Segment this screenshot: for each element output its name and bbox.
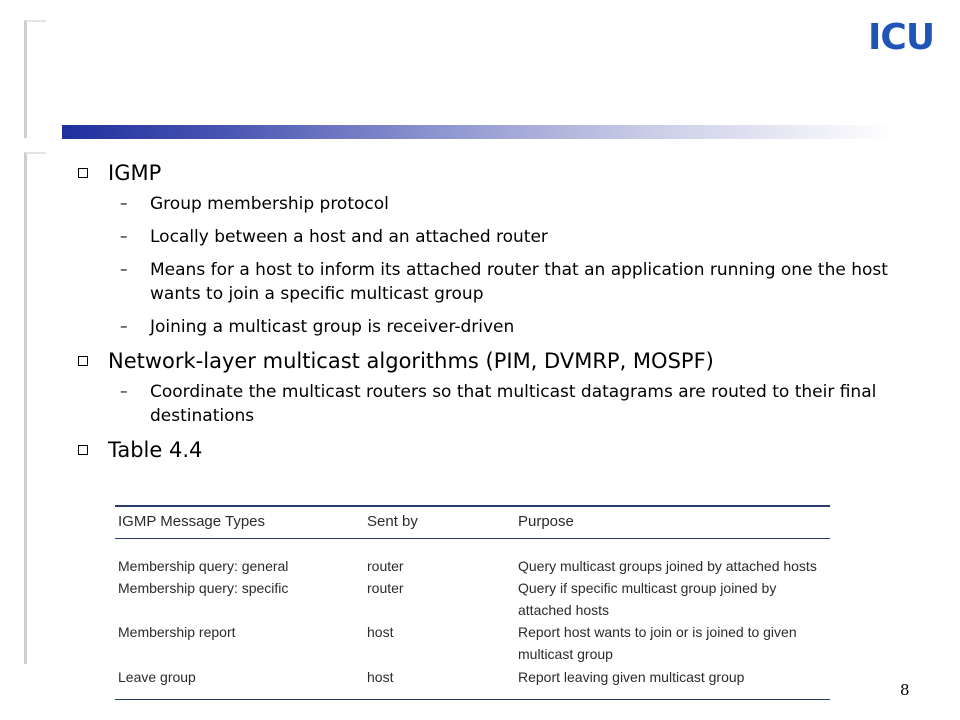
table-top-rule	[115, 505, 830, 507]
sub-bullet	[120, 315, 938, 339]
bullet-multicast-algorithms	[78, 348, 938, 374]
table-cell: Membership query: specific	[118, 580, 289, 596]
bullet-text: Table 4.4	[108, 438, 203, 462]
sub-bullet	[120, 380, 938, 428]
sub-bullet-text: Group membership protocol	[150, 194, 389, 214]
sub-bullet-text: Coordinate the multicast routers so that multicast datagrams are routed to their final destinations	[150, 382, 877, 426]
sub-bullet	[120, 225, 938, 249]
table-header-rule	[115, 538, 830, 539]
table-header-purpose: Purpose	[518, 513, 574, 530]
table-cell: Report leaving given multicast group	[518, 669, 745, 685]
igmp-message-table	[115, 505, 830, 700]
dash-bullet-icon: –	[120, 260, 128, 278]
slide-frame-main	[24, 152, 46, 664]
table-cell: Membership report	[118, 624, 236, 640]
square-bullet-icon	[78, 168, 88, 178]
table-cell: Report host wants to join or is joined to given multicast group	[518, 624, 797, 662]
dash-bullet-icon: –	[120, 227, 128, 245]
slide-content	[78, 160, 938, 469]
table-cell: Query if specific multicast group joined by attached hosts	[518, 580, 777, 618]
bullet-text: Network-layer multicast algorithms (PIM, DVMRP, MOSPF)	[108, 349, 714, 373]
dash-bullet-icon: –	[120, 317, 128, 335]
sub-bullet	[120, 258, 938, 306]
sub-bullet-text: Means for a host to inform its attached router that an application running one the host wants to join a specific multicast group	[150, 260, 888, 304]
sub-bullet	[120, 192, 938, 216]
square-bullet-icon	[78, 356, 88, 366]
table-cell: Query multicast groups joined by attached hosts	[518, 558, 817, 574]
table-bottom-rule	[115, 699, 830, 700]
table-cell: router	[367, 558, 404, 574]
icu-logo: ICU	[868, 17, 935, 58]
table-cell: host	[367, 669, 394, 685]
table-cell: router	[367, 580, 404, 596]
table-cell: host	[367, 624, 394, 640]
dash-bullet-icon: –	[120, 194, 128, 212]
dash-bullet-icon: –	[120, 382, 128, 400]
bullet-table-ref	[78, 437, 938, 463]
table-header-type: IGMP Message Types	[118, 513, 266, 530]
table-header-sent-by: Sent by	[367, 513, 418, 530]
square-bullet-icon	[78, 445, 88, 455]
sub-bullet-text: Locally between a host and an attached router	[150, 227, 548, 247]
sub-bullet-text: Joining a multicast group is receiver-driven	[150, 317, 515, 337]
bullet-igmp	[78, 160, 938, 186]
page-number: 8	[900, 681, 910, 699]
slide-frame-top	[24, 20, 46, 138]
bullet-text: IGMP	[108, 161, 162, 185]
title-gradient-bar	[62, 125, 892, 139]
table-cell: Leave group	[118, 669, 196, 685]
table-cell: Membership query: general	[118, 558, 289, 574]
